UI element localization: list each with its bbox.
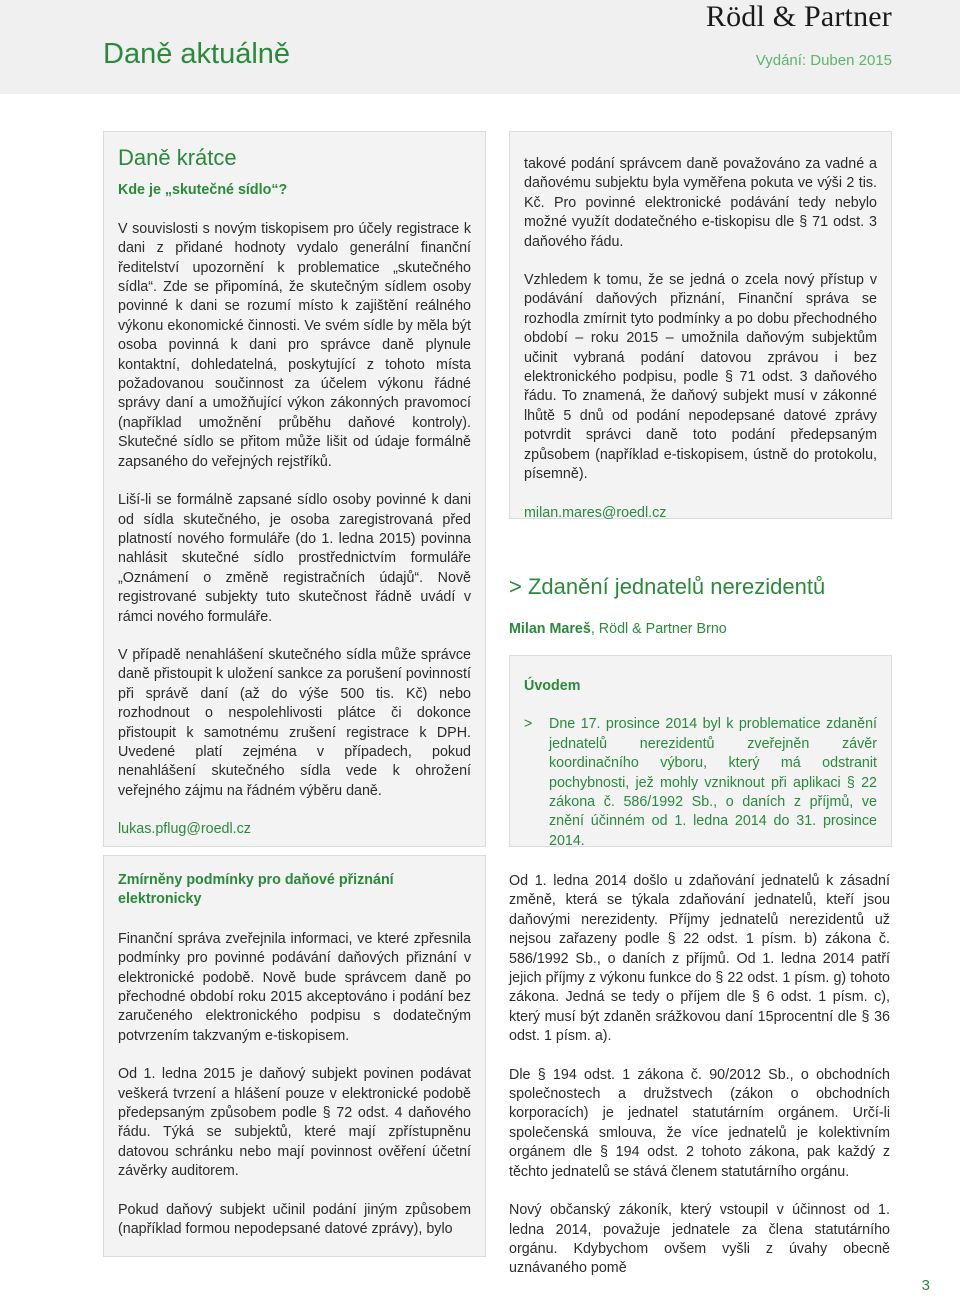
article-body (509, 872, 890, 1298)
list-item-text: Dne 17. prosince 2014 byl k problematice zdanění jednatelů nerezidentů zveřejněn závěr koordinačního výboru, který má odstranit pochybnosti, jež mohly vzniknout při aplikaci § 22 zákona č. 586/1992 Sb., o daních z příjmů, ve znění účinném od 1. ledna 2014 do 31. prosince 2014. (549, 716, 877, 849)
paragraph: Vzhledem k tomu, že se jedná o zcela nový přístup v podávání daňových přiznání, Finanční správa se rozhodla zmírnit tyto podmínky a po dobu přechodného období – roku 2015 – umožnila daňovým subjektům učinit vybraná podání datovou zprávou i bez elektronického podpisu, podle § 71 odst. 3 daňového řádu. To znamená, že daňový subjekt musí v zákonné lhůtě 5 dnů od podání nepodepsané datové zprávy potvrdit správci daně toto podání předepsaným způsobem (například e-tiskopisem, ústně do protokolu, písemně). (524, 272, 877, 483)
paragraph: V souvislosti s novým tiskopisem pro účely registrace k dani z přidané hodnoty vydalo generální finanční ředitelství upozornění k problematice „skutečného sídla“. Zde se připomíná, že skutečným sídlem osoby povinné k dani se rozumí místo k zajištění reálného výkonu ekonomické činnosti. Ve svém sídle by měla být osoba povinná k dani pro správce daně plynule kontaktní, dohledatelná, poskytující z tohoto místa požadovanou součinnost za účelem výkonu řádné správy daní a umožňující výkon zákonných pravomocí (například umožnění průběhu daňové kontroly). Skutečné sídlo se přitom může lišit od údaje formálně zapsaného do veřejných rejstříků. (118, 220, 471, 470)
article-subheading: Kde je „skutečné sídlo“? (118, 182, 288, 199)
paragraph: Liší-li se formálně zapsané sídlo osoby povinné k dani od sídla skutečného, je osoba zaregistrovaná před platností nového formuláře (do 1. ledna 2015) povinna nahlásit skutečné sídlo prostřednictvím formuláře „Oznámení o změně registračních údajů“. Nově registrované subjekty tuto skutečnost řádně uvádí v rámci nového formuláře. (118, 492, 471, 625)
chevron-right-icon: > (524, 716, 533, 733)
paragraph: takové podání správcem daně považováno za vadné a daňovému subjektu byla vyměřena pokuta ve výši 2 tis. Kč. Pro povinné elektronické podávání tedy nebylo možné využít dodatečného e-tiskopisu dle § 71 odst. 3 daňového řádu. (524, 156, 877, 250)
list-item (524, 715, 877, 851)
intro-column (524, 677, 877, 851)
page-number: 3 (921, 1277, 930, 1294)
paragraph: Od 1. ledna 2014 došlo u zdaňování jednatelů k zásadní změně, která se týkala zdaňování jednatelů, kteří jsou daňovými nerezidenty. Příjmy jednatelů nerezidentů už nejsou zařazeny podle § 22 odst. 1 písm. b) zákona č. 586/1992 Sb., o daních z příjmů. Od 1. ledna 2014 patří jejich příjmy z výkonu funkce do § 22 odst. 1 písm. g) tohoto zákona. Jedná se tedy o příjem dle § 6 odst. 1 písm. c), který musí být zdaněn srážkovou daní 15procentní dle § 36 odst. 1 písm. a). (509, 873, 890, 1045)
article-subheading: Zmírněny podmínky pro daňové přiznání elektronicky (118, 872, 394, 908)
issue-date: Vydání: Duben 2015 (755, 52, 892, 69)
intro-list (524, 715, 877, 851)
paragraph: Nový občanský zákoník, který vstoupil v účinnost od 1. ledna 2014, považuje jednatele za člena statutárního orgánu. Kdybychom ovšem vyšli z úvahy obecně uznávaného pomě (509, 1202, 890, 1277)
newsletter-title: Daně aktuálně (103, 38, 291, 70)
article-heading: > Zdanění jednatelů nerezidentů (509, 574, 826, 599)
paragraph: Od 1. ledna 2015 je daňový subjekt povinen podávat veškerá tvrzení a hlášení pouze v elektronické podobě předepsaným způsobem podle § 72 odst. 4 daňového řádu. Týká se subjektů, které mají zpřístupněnu datovou schránku nebo mají povinnost ověření účetní závěrky auditorem. (118, 1066, 471, 1180)
section-heading: Daně krátce (118, 145, 237, 170)
page-header (0, 0, 960, 94)
news-column-continued (524, 155, 877, 523)
paragraph: Pokud daňový subjekt učinil podání jiným způsobem (například formou nepodepsané datové zprávy), bylo (118, 1201, 471, 1238)
news-column-podani (118, 871, 471, 1259)
news-column-sidlo (118, 145, 471, 859)
author-email-link[interactable]: lukas.pflug@roedl.cz (118, 821, 251, 838)
author-email-link[interactable]: milan.mares@roedl.cz (524, 504, 667, 521)
paragraph: V případě nenahlášení skutečného sídla může správce daně přistoupit k uložení sankce za porušení povinností při správě daní (až do výše 500 tis. Kč) nebo rozhodnout o nespolehlivosti plátce či dokonce přistoupit k samotnému zrušení registrace k DPH. Uvedené platí zejména v případech, pokud nenahlášení skutečného sídla vede k ohrožení veřejného zájmu na řádném výběru daně. (118, 646, 471, 799)
intro-heading: Úvodem (524, 678, 581, 694)
paragraph: Finanční správa zveřejnila informaci, ve které zpřesnila podmínky pro povinné podávání daňových přiznání v elektronické podobě. Nově bude správcem daně po přechodné období roku 2015 akceptováno i podání bez zaručeného elektronického podpisu s dodatečným potvrzením takzvaným e-tiskopisem. (118, 930, 471, 1044)
author-affiliation: , Rödl & Partner Brno (590, 621, 727, 637)
paragraph: Dle § 194 odst. 1 zákona č. 90/2012 Sb., o obchodních společnostech a družstvech (zákon o obchodních korporacích) je jednatel statutárním orgánem. Určí-li společenská smlouva, že více jednatelů je kolektivním orgánem dle § 194 odst. 2 tohoto zákona, pak každý z těchto jednatelů se stává členem statutárního orgánu. (509, 1066, 890, 1180)
author-line (509, 621, 727, 637)
brand-logo: Rödl & Partner (705, 0, 892, 33)
author-name: Milan Mareš (509, 621, 591, 637)
